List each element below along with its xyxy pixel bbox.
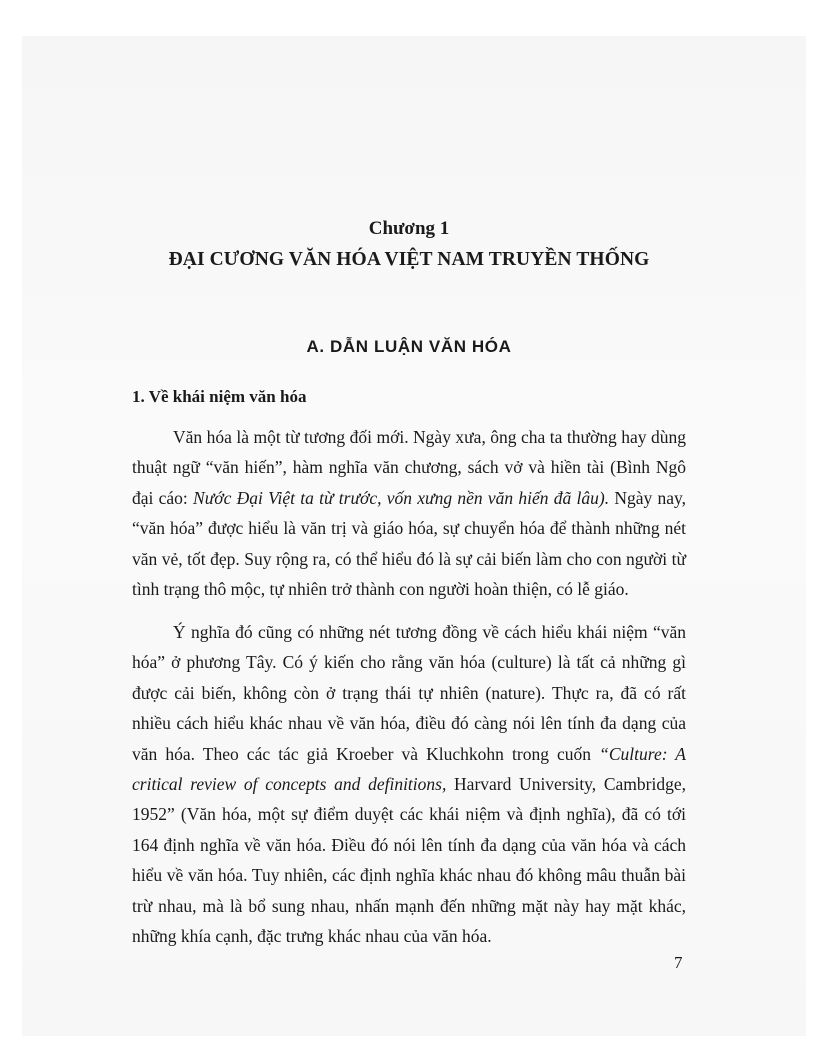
paragraph-1-text-a: Văn hóa là một từ tương đối mới. Ngày xưa, ông cha ta thường hay dùng thuật ngữ “văn hiến”, hàm nghĩa văn chương, sách vở và hiền tài (Bình Ngô đại cáo: <box>132 427 686 508</box>
paragraph-2-italic-title: “Culture: A critical review of concepts and definitions, <box>132 743 687 795</box>
page-number: 7 <box>674 953 683 972</box>
paragraph-2 <box>132 617 686 951</box>
section-title: A. DẪN LUẬN VĂN HÓA <box>306 337 512 356</box>
subsection-heading: 1. Về khái niệm văn hóa <box>132 387 307 406</box>
paragraph-2-text-a: Ý nghĩa đó cũng có những nét tương đồng về cách hiểu khái niệm “văn hóa” ở phương Tây. Có ý kiến cho rằng văn hóa (culture) là tất cả những gì được cải biến, không còn ở trạng thái tự nhiên (nature). Thực ra, đã có rất nhiều cách hiểu khác nhau về văn hóa, điều đó càng nói lên tính đa dạng của văn hóa. Theo các tác giả Kroeber và Kluchkohn trong cuốn <box>132 622 686 764</box>
paragraph-2-text-b: Harvard University, Cambridge, 1952” (Văn hóa, một sự điểm duyệt các khái niệm và định nghĩa), đã có tới 164 định nghĩa về văn hóa. Điều đó nói lên tính đa dạng của văn hóa và cách hiểu về văn hóa. Tuy nhiên, các định nghĩa khác nhau đó không mâu thuẫn bài trừ nhau, mà là bổ sung nhau, nhấn mạnh đến những mặt này hay mặt khác, những khía cạnh, đặc trưng khác nhau của văn hóa. <box>132 774 686 947</box>
chapter-title: ĐẠI CƯƠNG VĂN HÓA VIỆT NAM TRUYỀN THỐNG <box>168 249 650 270</box>
chapter-label: Chương 1 <box>368 218 450 239</box>
paragraph-1-italic-quote: Nước Đại Việt ta từ trước, vốn xưng nền văn hiến đã lâu). <box>193 487 610 508</box>
paragraph-1 <box>132 422 686 604</box>
paragraph-1-text-b: Ngày nay, “văn hóa” được hiểu là văn trị và giáo hóa, sự chuyển hóa để thành những nét văn vẻ, tốt đẹp. Suy rộng ra, có thể hiểu đó là sự cải biến làm cho con người từ tình trạng thô mộc, tự nhiên trở thành con người hoàn thiện, có lễ giáo. <box>132 487 686 600</box>
